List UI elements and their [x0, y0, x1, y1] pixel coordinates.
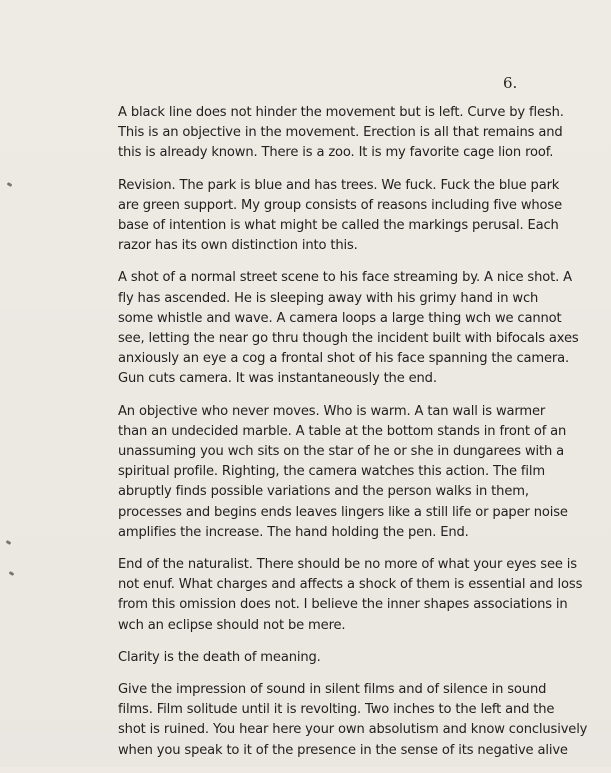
paragraph	[118, 268, 579, 389]
text-line: processes and begins ends leaves lingers like a still life or paper noise	[118, 504, 568, 520]
text-line: than an undecided marble. A table at the bottom stands in front of an	[118, 423, 567, 439]
text-line: Give the impression of sound in silent films and of silence in sound	[118, 682, 547, 698]
text-line: A black line does not hinder the movement but is left. Curve by flesh.	[118, 105, 564, 120]
text-line: Revision. The park is blue and has trees. We fuck. Fuck the blue park	[118, 177, 560, 193]
margin-mark	[9, 571, 15, 576]
text-line: This is an objective in the movement. Erection is all that remains and	[118, 125, 563, 141]
paragraph	[118, 555, 583, 636]
text-line: spiritual profile. Righting, the camera watches this action. The film	[118, 464, 545, 480]
text-line: base of intention is what might be called the markings perusal. Each	[118, 218, 559, 234]
text-line: wch an eclipse should not be mere.	[118, 617, 346, 633]
text-line: unassuming you wch sits on the star of he or she in dungarees with a	[118, 444, 565, 460]
margin-mark	[6, 540, 12, 545]
text-line: End of the naturalist. There should be no more of what your eyes see is	[118, 557, 577, 573]
page-number: 6.	[503, 74, 518, 92]
text-line: A shot of a normal street scene to his face streaming by. A nice shot. A	[118, 270, 572, 286]
text-line: anxiously an eye a cog a frontal shot of his face spanning the camera.	[118, 351, 570, 367]
text-line: razor has its own distinction into this.	[118, 238, 358, 254]
text-line: abruptly finds possible variations and the person walks in them,	[118, 484, 529, 500]
paragraph	[118, 402, 568, 543]
paragraph	[118, 103, 564, 164]
paragraph	[118, 176, 562, 257]
paragraph	[118, 648, 538, 668]
paragraph	[118, 680, 588, 761]
text-line: see, letting the near go thru though the incident built with bifocals axes	[118, 331, 579, 347]
text-line: films. Film solitude until it is revolting. Two inches to the left and the	[118, 702, 555, 718]
text-line: not enuf. What charges and affects a shock of them is essential and loss	[118, 577, 583, 593]
body-text	[118, 103, 588, 773]
text-line: are green support. My group consists of reasons including five whose	[118, 197, 562, 213]
text-line: Clarity is the death of meaning.	[118, 649, 321, 665]
text-line: amplifies the increase. The hand holding the pen. End.	[118, 524, 469, 540]
margin-mark	[7, 182, 13, 187]
text-line: some whistle and wave. A camera loops a large thing wch we cannot	[118, 310, 562, 326]
text-line: An objective who never moves. Who is warm. A tan wall is warmer	[118, 403, 546, 419]
text-line: Gun cuts camera. It was instantaneously the end.	[118, 371, 437, 387]
text-line: this is already known. There is a zoo. It is my favorite cage lion roof.	[118, 145, 554, 161]
text-line: shot is ruined. You hear here your own absolutism and know conclusively	[118, 722, 588, 738]
text-line: from this omission does not. I believe the inner shapes associations in	[118, 597, 568, 613]
text-line: fly has ascended. He is sleeping away with his grimy hand in wch	[118, 290, 539, 306]
text-line: when you speak to it of the presence in the sense of its negative alive	[118, 742, 568, 758]
